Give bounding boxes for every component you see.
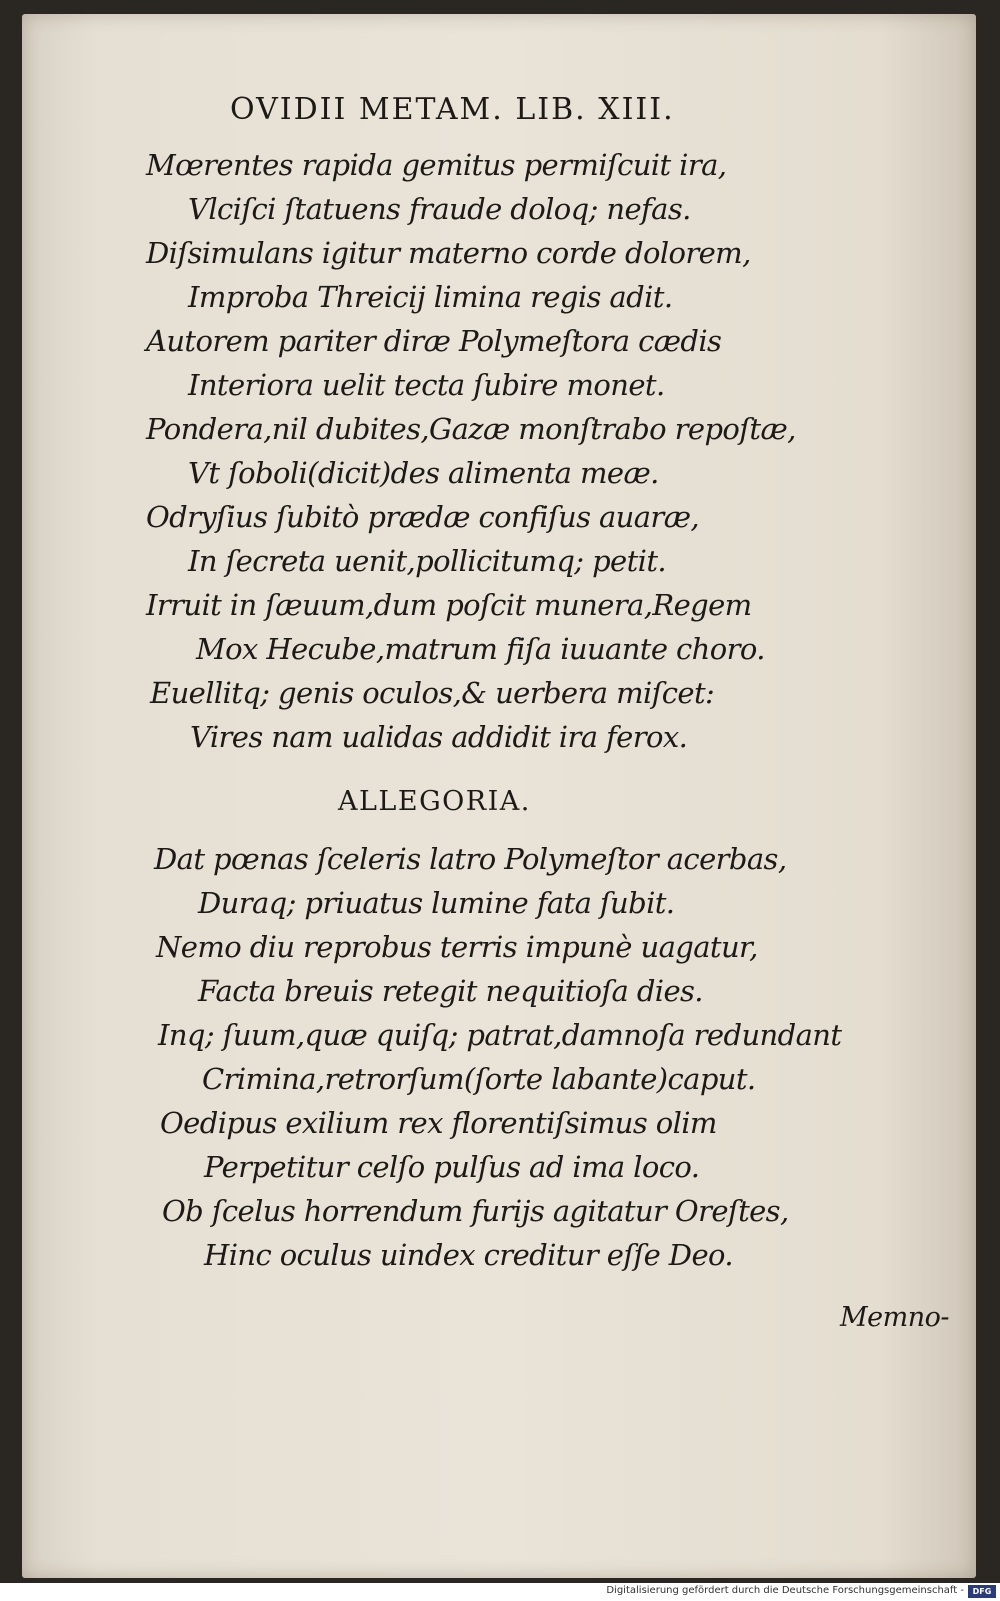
allegoria-line: Hinc oculus uindex creditur eſſe Deo. xyxy=(204,1238,733,1272)
verse-line: Autorem pariter diræ Polymeſtora cædis xyxy=(146,324,722,358)
verse-line: Vlciſci ſtatuens fraude doloq; nefas. xyxy=(188,192,691,226)
allegoria-heading: ALLEGORIA. xyxy=(338,786,531,817)
verse-line: In ſecreta uenit,pollicitumq; petit. xyxy=(188,544,667,578)
verse-line: Interiora uelit tecta ſubire monet. xyxy=(188,368,665,402)
catchword: Memno- xyxy=(840,1302,949,1333)
verse-line: Pondera,nil dubites,Gazæ monſtrabo repoſtæ, xyxy=(146,412,796,446)
allegoria-line: Inq; ſuum,quæ quiſq; patrat,damnoſa redundant xyxy=(158,1018,842,1052)
verse-line: Mœrentes rapida gemitus permiſcuit ira, xyxy=(146,148,727,182)
verse-line: Improba Threicij limina regis adit. xyxy=(188,280,673,314)
verse-line: Diſsimulans igitur materno corde dolorem, xyxy=(146,236,751,270)
verse-line: Odryſius ſubitò prædæ confiſus auaræ, xyxy=(146,500,699,534)
running-title: OVIDII METAM. LIB. XIII. xyxy=(230,92,675,127)
allegoria-line: Perpetitur celſo pulſus ad ima loco. xyxy=(204,1150,700,1184)
allegoria-line: Ob ſcelus horrendum furijs agitatur Oreſtes, xyxy=(162,1194,789,1228)
allegoria-line: Crimina,retrorſum(ſorte labante)caput. xyxy=(202,1062,756,1096)
footer-bar xyxy=(0,1583,1000,1601)
book-page xyxy=(22,14,976,1578)
verse-line: Irruit in ſæuum,dum poſcit munera,Regem xyxy=(146,588,752,622)
allegoria-line: Duraq; priuatus lumine fata ſubit. xyxy=(198,886,675,920)
verse-line: Vires nam ualidas addidit ira ferox. xyxy=(190,720,688,754)
allegoria-line: Facta breuis retegit nequitioſa dies. xyxy=(198,974,703,1008)
footer-credit: Digitalisierung gefördert durch die Deutsche Forschungsgemeinschaft - xyxy=(606,1585,964,1596)
verse-line: Vt ſoboli(dicit)des alimenta meæ. xyxy=(188,456,659,490)
allegoria-line: Nemo diu reprobus terris impunè uagatur, xyxy=(156,930,758,964)
allegoria-line: Oedipus exilium rex florentiſsimus olim xyxy=(160,1106,717,1140)
verse-line: Euellitq; genis oculos,& uerbera miſcet: xyxy=(150,676,715,710)
allegoria-line: Dat pœnas ſceleris latro Polymeſtor acerbas, xyxy=(154,842,787,876)
verse-line: Mox Hecube,matrum fiſa iuuante choro. xyxy=(196,632,765,666)
dfg-logo: DFG xyxy=(968,1585,996,1598)
